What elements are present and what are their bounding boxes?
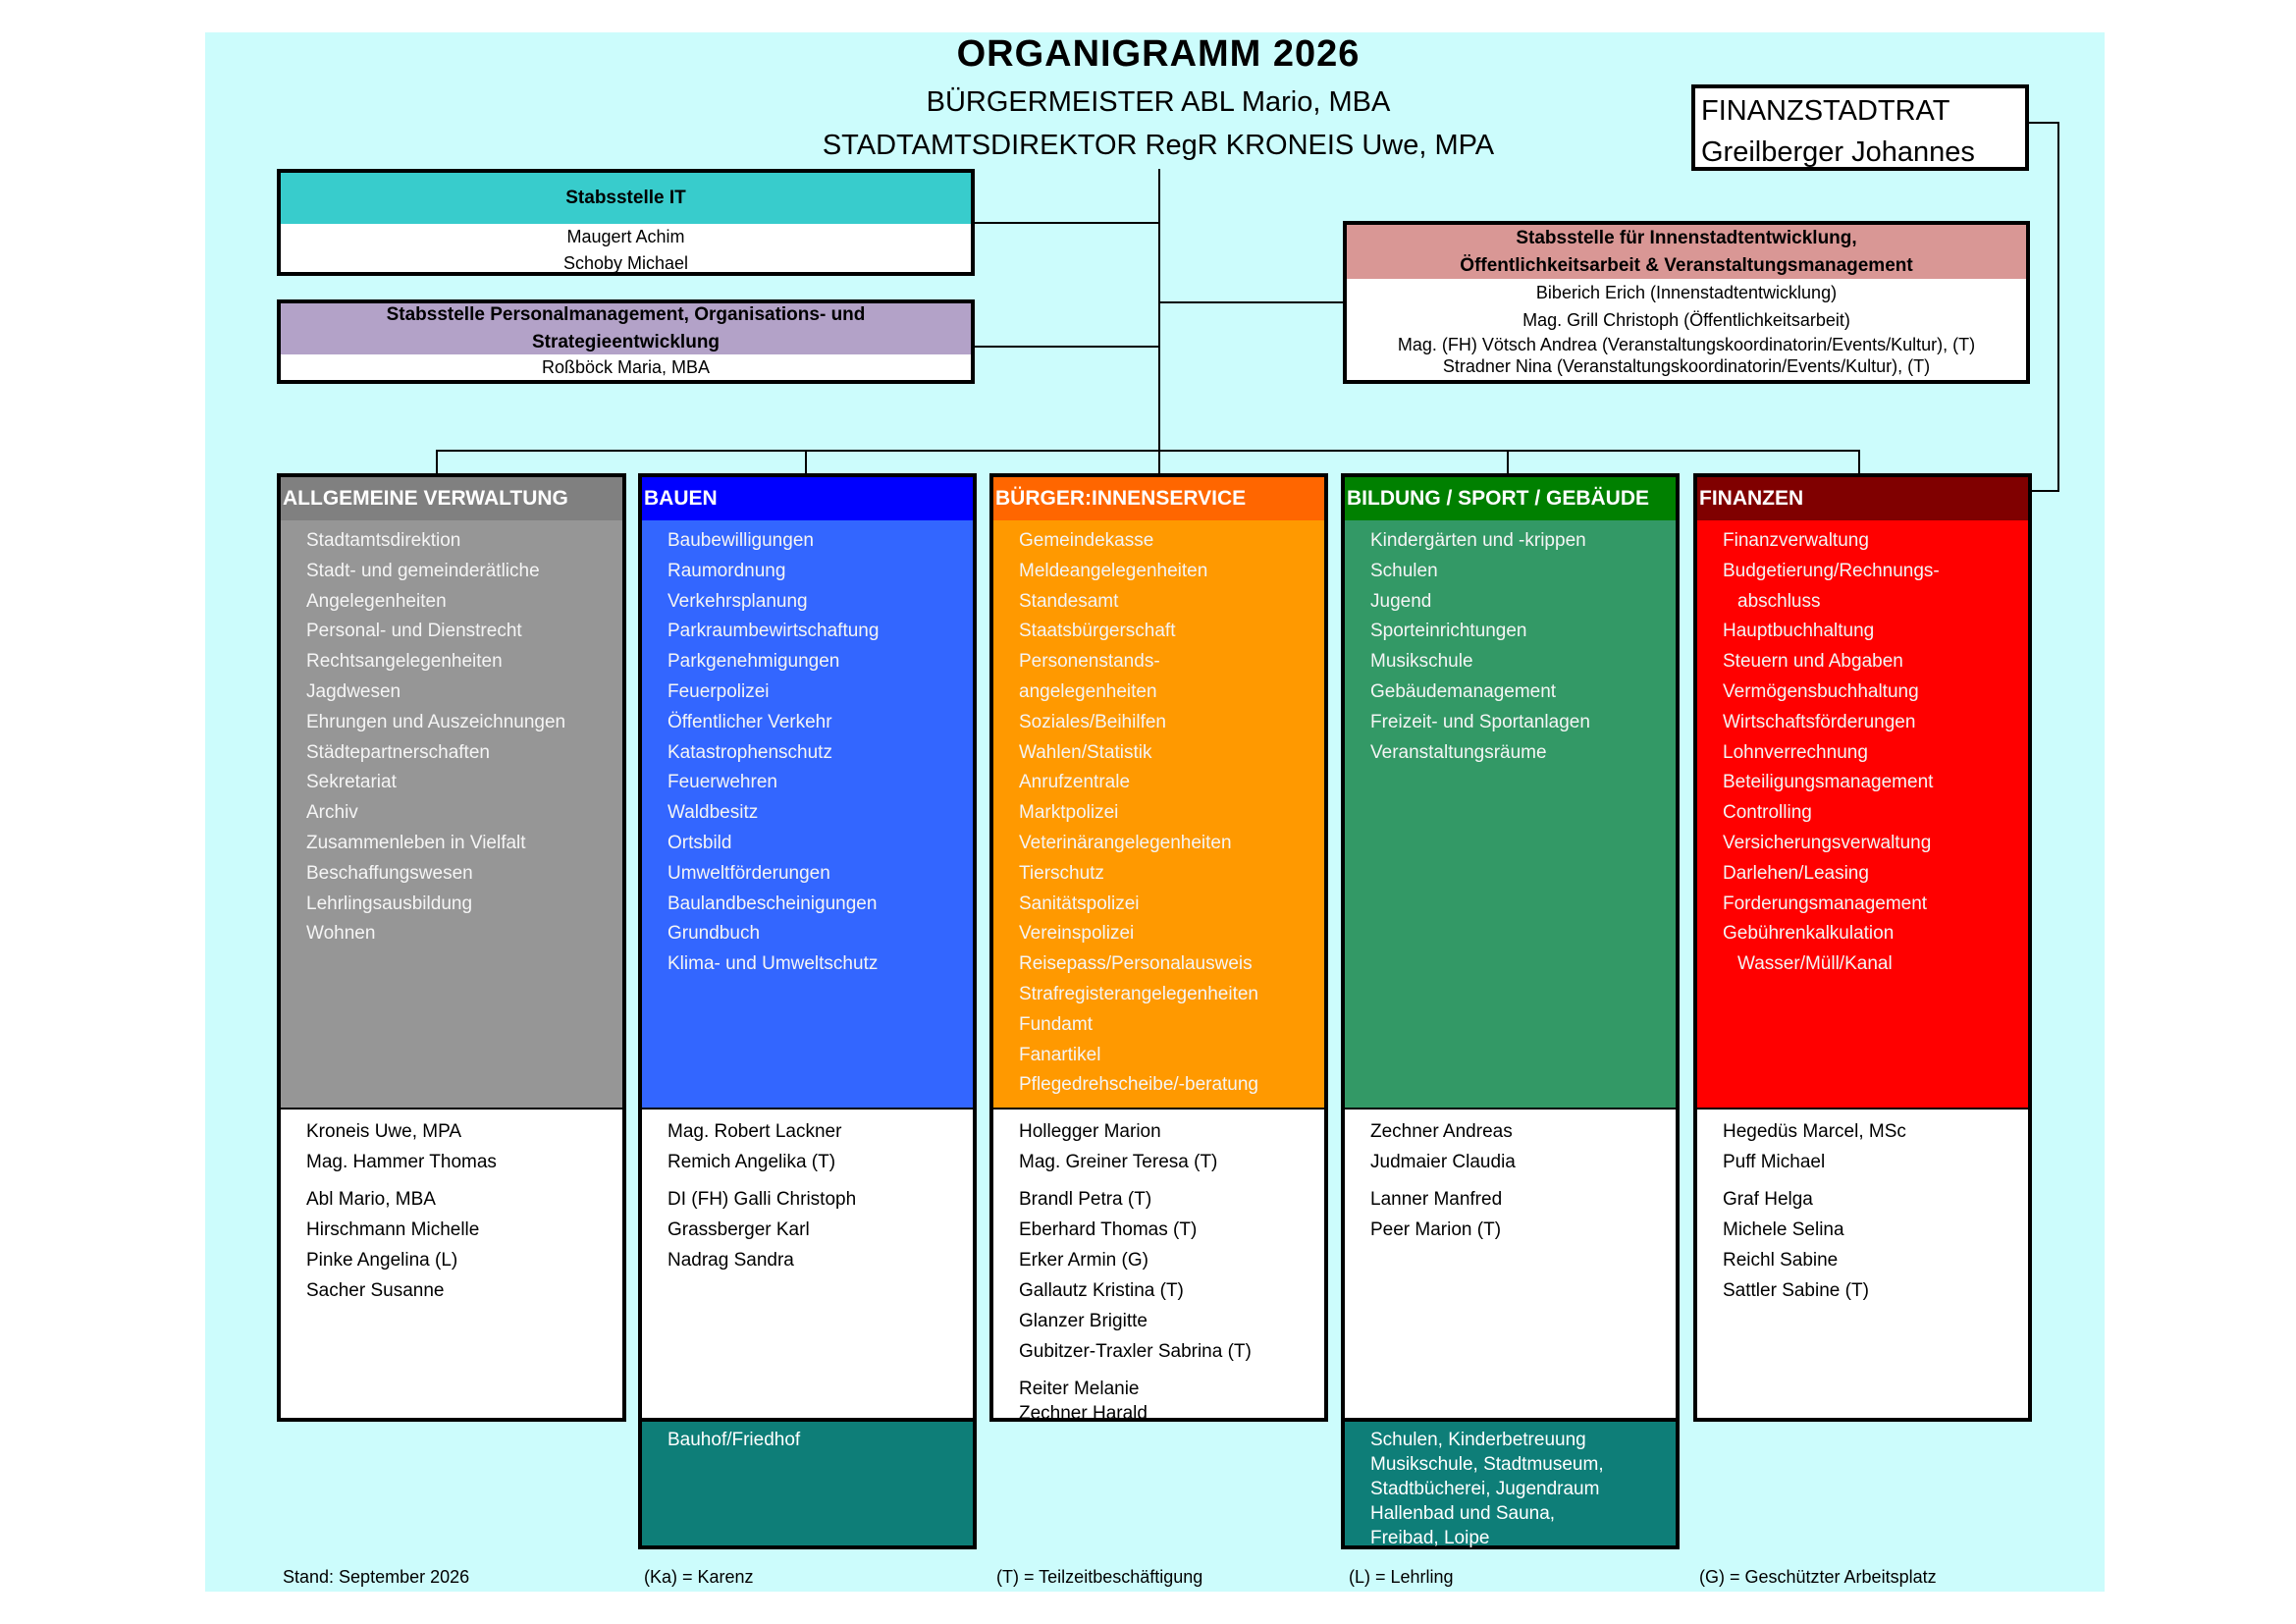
finance-councillor-name: Greilberger Johannes — [1701, 136, 1975, 168]
connector-drop-1 — [436, 450, 438, 473]
staff-member: Reiter Melanie — [1019, 1379, 1140, 1399]
department-task-list — [1345, 520, 1676, 768]
department-task: Beteiligungsmanagement — [1723, 772, 1934, 793]
department-task: Musikschule — [1370, 651, 1473, 673]
legend-lehrling: (L) = Lehrling — [1349, 1567, 1454, 1587]
department-task: Standesamt — [1019, 590, 1119, 612]
department-task: Personal- und Dienstrecht — [306, 621, 522, 642]
department-task: Wohnen — [306, 923, 376, 945]
staff-member: Lanner Manfred — [1370, 1189, 1503, 1210]
department-task: Sporteinrichtungen — [1370, 621, 1527, 642]
department-title: ALLGEMEINE VERWALTUNG — [281, 477, 622, 520]
staff-member: Michele Selina — [1723, 1219, 1844, 1240]
staff-unit-hr — [277, 299, 975, 384]
department-column — [638, 473, 977, 1422]
department-task: Reisepass/Personalausweis — [1019, 953, 1253, 975]
staff-member: Sattler Sabine (T) — [1723, 1280, 1869, 1301]
staff-unit-city — [1343, 221, 2030, 384]
chart-title: ORGANIGRAMM 2026 — [956, 33, 1361, 75]
department-task: Lohnverrechnung — [1723, 741, 1868, 763]
department-task: Tierschutz — [1019, 862, 1104, 884]
staff-member: Mag. Greiner Teresa (T) — [1019, 1152, 1218, 1172]
staff-member: Zechner Harald — [1019, 1403, 1148, 1422]
department-task: Umweltförderungen — [667, 862, 830, 884]
connector-finance-h1 — [2029, 122, 2058, 124]
staff-member: Pinke Angelina (L) — [306, 1250, 458, 1271]
staff-member: Grassberger Karl — [667, 1219, 810, 1240]
department-staff — [1345, 1108, 1676, 1422]
department-task: Wahlen/Statistik — [1019, 741, 1152, 763]
connector-main-vertical — [1158, 169, 1160, 473]
staff-member: Eberhard Thomas (T) — [1019, 1219, 1198, 1240]
department-task: Verkehrsplanung — [667, 590, 808, 612]
staff-member: Graf Helga — [1723, 1189, 1813, 1210]
department-task: Zusammenleben in Vielfalt — [306, 832, 526, 853]
department-task: Öffentlicher Verkehr — [667, 711, 832, 732]
department-task: Feuerpolizei — [667, 680, 770, 702]
department-task: Angelegenheiten — [306, 590, 447, 612]
connector-finance-h2 — [2029, 490, 2059, 492]
staff-member: Erker Armin (G) — [1019, 1250, 1148, 1271]
department-task: Parkgenehmigungen — [667, 651, 840, 673]
department-staff — [993, 1108, 1324, 1422]
department-task: Vereinspolizei — [1019, 923, 1135, 945]
connector-it — [975, 222, 1159, 224]
department-task: Beschaffungswesen — [306, 862, 473, 884]
staff-member: Glanzer Brigitte — [1019, 1311, 1148, 1331]
department-task: Archiv — [306, 802, 358, 824]
staff-member: Kroneis Uwe, MPA — [306, 1121, 462, 1142]
mayor-line: BÜRGERMEISTER ABL Mario, MBA — [926, 86, 1391, 118]
department-task: Veterinärangelegenheiten — [1019, 832, 1232, 853]
department-title: FINANZEN — [1697, 477, 2028, 520]
subunit-line: Musikschule, Stadtmuseum, — [1370, 1454, 1604, 1475]
department-task: Kindergärten und -krippen — [1370, 530, 1586, 551]
department-task: Jagdwesen — [306, 680, 401, 702]
staff-unit-city-members: Biberich Erich (Innenstadtentwicklung) Mag. Grill Christoph (Öffentlichkeitsarbeit) Mag. (FH) Vötsch Andrea (Veranstaltungskoordinatorin/Events/Kultur), (T) Stradner Nina (Veranstaltungskoordinatorin/Events/Kultur), (T) — [1397, 283, 1976, 376]
department-task: Baulandbescheinigungen — [667, 893, 878, 914]
department-task: Freizeit- und Sportanlagen — [1370, 711, 1590, 732]
connector-drop-4 — [1507, 450, 1509, 473]
department-title: BAUEN — [642, 477, 973, 520]
department-task: Gemeindekasse — [1019, 530, 1154, 551]
finance-councillor-title: FINANZSTADTRAT — [1701, 95, 1950, 127]
staff-member: Judmaier Claudia — [1370, 1152, 1516, 1172]
department-task: Rechtsangelegenheiten — [306, 651, 503, 673]
staff-unit-hr-members: Roßböck Maria, MBA — [541, 357, 711, 377]
department-task: Raumordnung — [667, 560, 786, 581]
department-task-list — [993, 520, 1324, 1101]
department-task: Forderungsmanagement — [1723, 893, 1928, 914]
department-task: abschluss — [1737, 590, 1821, 612]
department-task: angelegenheiten — [1019, 680, 1157, 702]
department-staff — [281, 1108, 622, 1422]
department-task: Fanartikel — [1019, 1044, 1101, 1065]
staff-member: Brandl Petra (T) — [1019, 1189, 1152, 1210]
department-task: Sekretariat — [306, 772, 397, 793]
staff-member: Hollegger Marion — [1019, 1121, 1161, 1142]
department-task: Fundamt — [1019, 1013, 1093, 1035]
legend-geschuetzt: (G) = Geschützter Arbeitsplatz — [1699, 1567, 1937, 1587]
staff-member: Remich Angelika (T) — [667, 1152, 836, 1172]
department-title: BILDUNG / SPORT / GEBÄUDE — [1345, 477, 1676, 520]
department-task: Gebäudemanagement — [1370, 680, 1557, 702]
department-subunit — [1341, 1418, 1680, 1549]
department-subunit — [638, 1418, 977, 1549]
department-task: Personenstands- — [1019, 651, 1160, 673]
department-task: Marktpolizei — [1019, 802, 1119, 824]
staff-member: Zechner Andreas — [1370, 1121, 1513, 1142]
staff-member: DI (FH) Galli Christoph — [667, 1189, 857, 1210]
department-task: Feuerwehren — [667, 772, 777, 793]
finance-councillor-box — [1691, 84, 2029, 171]
connector-city — [1158, 301, 1343, 303]
subunit-line: Bauhof/Friedhof — [667, 1430, 801, 1450]
connector-hr — [975, 346, 1159, 348]
connector-drop-5 — [1858, 450, 1860, 473]
staff-member: Nadrag Sandra — [667, 1250, 794, 1271]
department-column — [277, 473, 626, 1422]
footer-stand: Stand: September 2026 — [283, 1567, 470, 1587]
department-column — [1693, 473, 2032, 1422]
department-task: Strafregisterangelegenheiten — [1019, 983, 1259, 1004]
department-task: Wasser/Müll/Kanal — [1737, 953, 1893, 975]
staff-member: Sacher Susanne — [306, 1280, 445, 1301]
staff-member: Puff Michael — [1723, 1152, 1826, 1172]
department-task-list — [281, 520, 622, 949]
staff-unit-it-members: Maugert Achim Schoby Michael — [562, 227, 689, 273]
director-line: STADTAMTSDIREKTOR RegR KRONEIS Uwe, MPA — [822, 130, 1495, 161]
connector-finance-v — [2057, 122, 2059, 492]
subunit-line: Freibad, Loipe — [1370, 1528, 1490, 1548]
department-task: Stadt- und gemeinderätliche — [306, 560, 540, 581]
staff-member: Reichl Sabine — [1723, 1250, 1839, 1271]
connector-horizontal-bus — [436, 450, 1858, 452]
subunit-line: Hallenbad und Sauna, — [1370, 1503, 1556, 1524]
department-task: Sanitätspolizei — [1019, 893, 1140, 914]
staff-unit-it-header: Stabsstelle IT — [281, 173, 971, 224]
subunit-line: Stadtbücherei, Jugendraum — [1370, 1479, 1600, 1499]
department-task: Vermögensbuchhaltung — [1723, 680, 1919, 702]
department-task: Darlehen/Leasing — [1723, 862, 1869, 884]
department-task: Lehrlingsausbildung — [306, 893, 473, 914]
department-task: Pflegedrehscheibe/-beratung — [1019, 1074, 1259, 1096]
department-task: Versicherungsverwaltung — [1723, 832, 1932, 853]
staff-member: Abl Mario, MBA — [306, 1189, 436, 1210]
staff-member: Gallautz Kristina (T) — [1019, 1280, 1184, 1301]
legend-karenz: (Ka) = Karenz — [644, 1567, 754, 1587]
department-task: Jugend — [1370, 590, 1432, 612]
department-task: Soziales/Beihilfen — [1019, 711, 1166, 732]
department-task-list — [642, 520, 973, 980]
department-task: Controlling — [1723, 802, 1812, 824]
staff-member: Hegedüs Marcel, MSc — [1723, 1121, 1906, 1142]
staff-member: Hirschmann Michelle — [306, 1219, 480, 1240]
staff-member: Gubitzer-Traxler Sabrina (T) — [1019, 1341, 1252, 1362]
department-title: BÜRGER:INNENSERVICE — [993, 477, 1324, 520]
department-task: Budgetierung/Rechnungs- — [1723, 560, 1940, 581]
department-task: Klima- und Umweltschutz — [667, 953, 879, 975]
department-task: Anrufzentrale — [1019, 772, 1131, 793]
department-task: Grundbuch — [667, 923, 761, 945]
department-task: Finanzverwaltung — [1723, 530, 1869, 551]
staff-member: Mag. Robert Lackner — [667, 1121, 842, 1142]
department-staff — [642, 1108, 973, 1422]
department-task: Steuern und Abgaben — [1723, 651, 1903, 673]
department-column — [1341, 473, 1680, 1422]
staff-unit-city-header: Stabsstelle für Innenstadtentwicklung, Öffentlichkeitsarbeit & Veranstaltungsmanagement — [1347, 225, 2026, 279]
department-task: Parkraumbewirtschaftung — [667, 621, 880, 642]
department-task: Ortsbild — [667, 832, 732, 853]
legend-teilzeit: (T) = Teilzeitbeschäftigung — [996, 1567, 1203, 1587]
department-task-list — [1697, 520, 2028, 980]
staff-unit-hr-header: Stabsstelle Personalmanagement, Organisations- und Strategieentwicklung — [281, 303, 971, 354]
department-task: Ehrungen und Auszeichnungen — [306, 711, 566, 732]
staff-unit-it — [277, 169, 975, 276]
department-task: Schulen — [1370, 560, 1438, 581]
department-task: Katastrophenschutz — [667, 741, 832, 763]
department-task: Gebührenkalkulation — [1723, 923, 1895, 945]
department-staff — [1697, 1108, 2028, 1422]
department-task: Waldbesitz — [667, 802, 759, 824]
department-task: Meldeangelegenheiten — [1019, 560, 1208, 581]
connector-drop-2 — [805, 450, 807, 473]
department-column — [989, 473, 1328, 1422]
department-task: Baubewilligungen — [667, 530, 814, 551]
department-task: Wirtschaftsförderungen — [1723, 711, 1916, 732]
department-task: Städtepartnerschaften — [306, 741, 490, 763]
department-task: Veranstaltungsräume — [1370, 741, 1547, 763]
department-task: Staatsbürgerschaft — [1019, 621, 1176, 642]
staff-member: Peer Marion (T) — [1370, 1219, 1502, 1240]
department-task: Hauptbuchhaltung — [1723, 621, 1875, 642]
staff-member: Mag. Hammer Thomas — [306, 1152, 497, 1172]
subunit-line: Schulen, Kinderbetreuung — [1370, 1430, 1586, 1450]
department-task: Stadtamtsdirektion — [306, 530, 461, 551]
